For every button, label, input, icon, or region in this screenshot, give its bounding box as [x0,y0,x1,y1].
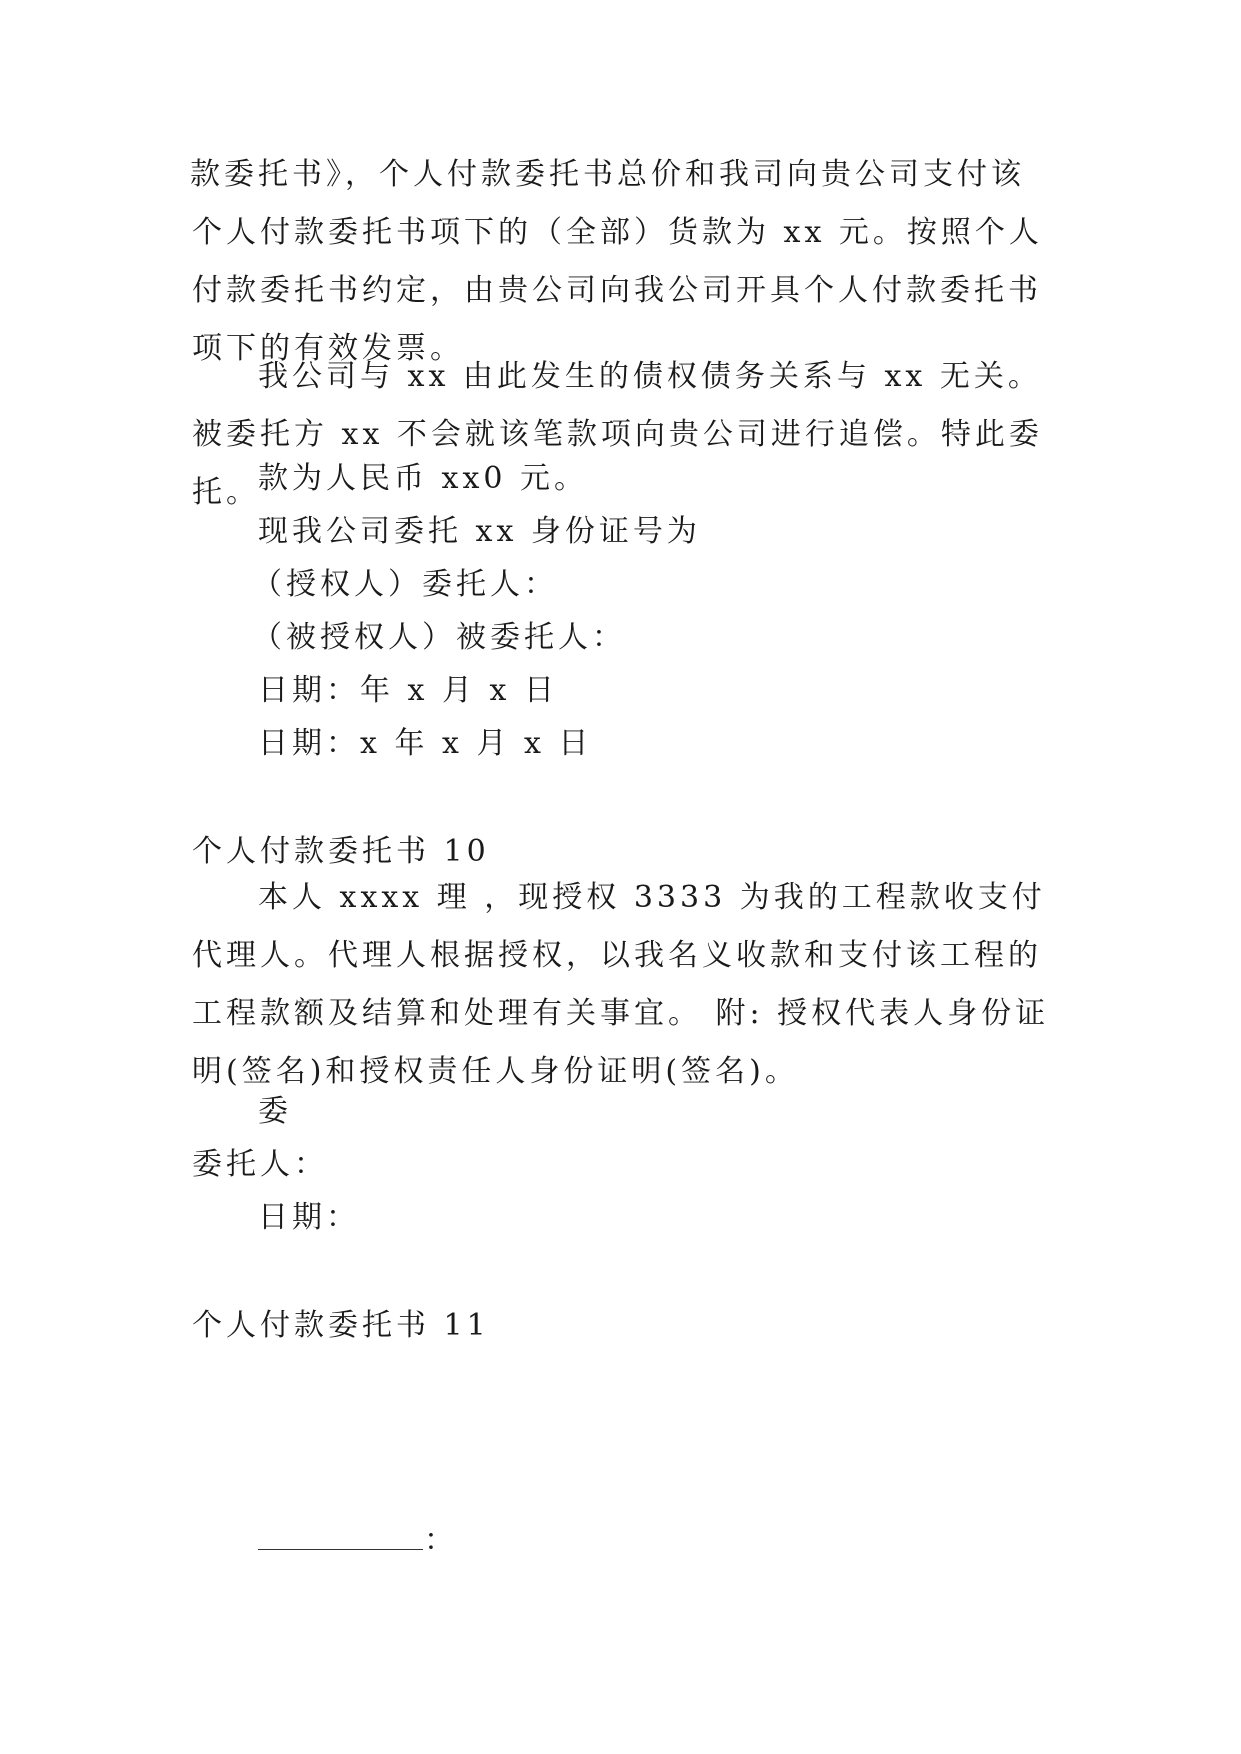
entrust-char-line: 委 [258,1094,292,1129]
section-heading-11: 个人付款委托书 11 [192,1308,490,1343]
section-heading-10: 个人付款委托书 10 [192,834,490,869]
paragraph-debt-relation: 我公司与 xx 由此发生的债权债务关系与 xx 无关。被委托方 xx 不会就该笔款项向贵公司进行追偿。特此委托。 [192,359,1043,510]
date-line-3: 日期： [258,1200,360,1235]
agent-line: （被授权人）被委托人： [252,620,626,655]
amount-line: 款为人民币 xx0 元。 [258,461,588,496]
principal-signature-line: 委托人： [192,1147,328,1182]
date-line-1: 日期：年 x 月 x 日 [258,673,558,708]
addressee-colon: ： [424,1523,454,1558]
entrust-id-line: 现我公司委托 xx 身份证号为 [258,514,701,549]
paragraph-payment-amount: 款委托书》，个人付款委托书总价和我司向贵公司支付该个人付款委托书项下的（全部）货款为 xx 元。按照个人付款委托书约定，由贵公司向我公司开具个人付款委托书项下的有效发票。 [190,157,1043,366]
paragraph-authorization: 本人 xxxx 理 ，现授权 3333 为我的工程款收支付代理人。代理人根据授权，以我名义收款和支付该工程的工程款额及结算和处理有关事宜。 附: 授权代表人身份证明(签名)和授权责任人身份证明(签名)。 [192,880,1050,1089]
principal-line: （授权人）委托人： [252,567,558,602]
addressee-blank [258,1549,423,1550]
date-line-2: 日期：x 年 x 月 x 日 [258,726,593,761]
